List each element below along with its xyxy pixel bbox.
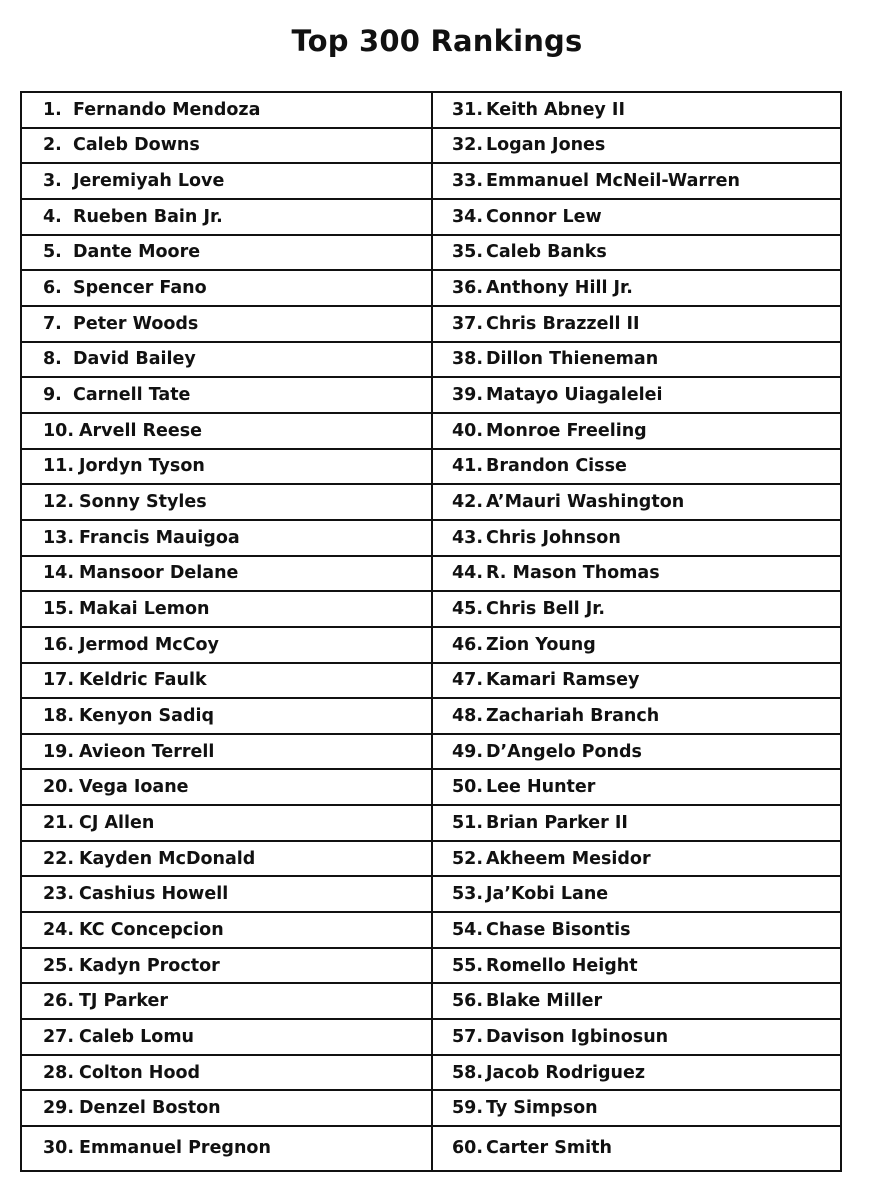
ranking-number: 15. — [43, 599, 75, 620]
ranking-row — [22, 699, 431, 735]
ranking-number: 54. — [452, 919, 484, 940]
ranking-row — [22, 271, 431, 307]
ranking-row — [433, 949, 840, 985]
player-name: Peter Woods — [73, 313, 199, 334]
ranking-row — [433, 842, 840, 878]
ranking-number: 7. — [43, 313, 62, 334]
ranking-row — [22, 164, 431, 200]
ranking-row — [433, 984, 840, 1020]
player-name: Arvell Reese — [79, 420, 203, 441]
ranking-number: 55. — [452, 955, 484, 976]
ranking-row — [22, 521, 431, 557]
player-name: Avieon Terrell — [79, 741, 215, 762]
player-name: Keldric Faulk — [79, 670, 207, 691]
ranking-row — [22, 378, 431, 414]
ranking-number: 44. — [452, 563, 484, 584]
player-name: Chris Bell Jr. — [486, 599, 606, 620]
ranking-number: 46. — [452, 634, 484, 655]
player-name: Anthony Hill Jr. — [486, 278, 633, 299]
ranking-number: 25. — [43, 955, 75, 976]
player-name: TJ Parker — [79, 991, 169, 1012]
ranking-row — [22, 1056, 431, 1092]
ranking-row — [433, 735, 840, 771]
player-name: Logan Jones — [486, 135, 606, 156]
ranking-number: 16. — [43, 634, 75, 655]
player-name: Chris Brazzell II — [486, 313, 640, 334]
ranking-row — [22, 877, 431, 913]
ranking-number: 10. — [43, 420, 75, 441]
player-name: Mansoor Delane — [79, 563, 239, 584]
ranking-row — [433, 307, 840, 343]
ranking-number: 1. — [43, 99, 62, 120]
player-name: Fernando Mendoza — [73, 99, 261, 120]
ranking-number: 29. — [43, 1098, 75, 1119]
ranking-row — [22, 949, 431, 985]
ranking-number: 21. — [43, 812, 75, 833]
player-name: Spencer Fano — [73, 278, 207, 299]
ranking-row — [433, 1091, 840, 1127]
ranking-row — [433, 236, 840, 272]
player-name: Caleb Lomu — [79, 1026, 195, 1047]
player-name: Zachariah Branch — [486, 705, 660, 726]
player-name: Brandon Cisse — [486, 456, 627, 477]
ranking-row — [433, 592, 840, 628]
player-name: Kadyn Proctor — [79, 955, 220, 976]
ranking-number: 28. — [43, 1062, 75, 1083]
player-name: Dillon Thieneman — [486, 349, 659, 370]
player-name: Jacob Rodriguez — [486, 1062, 646, 1083]
player-name: Caleb Downs — [73, 135, 200, 156]
ranking-number: 32. — [452, 135, 484, 156]
ranking-number: 6. — [43, 278, 62, 299]
ranking-number: 30. — [43, 1138, 75, 1159]
ranking-row — [433, 414, 840, 450]
ranking-number: 60. — [452, 1138, 484, 1159]
player-name: Zion Young — [486, 634, 596, 655]
ranking-number: 9. — [43, 385, 62, 406]
ranking-row — [22, 450, 431, 486]
ranking-row — [433, 1127, 840, 1170]
page-title: Top 300 Rankings — [291, 24, 583, 58]
player-name: Chase Bisontis — [486, 919, 631, 940]
player-name: Monroe Freeling — [486, 420, 647, 441]
ranking-row — [433, 664, 840, 700]
ranking-row — [22, 414, 431, 450]
ranking-row — [433, 1056, 840, 1092]
ranking-row — [433, 877, 840, 913]
player-name: Colton Hood — [79, 1062, 201, 1083]
ranking-number: 51. — [452, 812, 484, 833]
ranking-number: 45. — [452, 599, 484, 620]
ranking-number: 49. — [452, 741, 484, 762]
player-name: Blake Miller — [486, 991, 603, 1012]
ranking-number: 36. — [452, 278, 484, 299]
ranking-number: 35. — [452, 242, 484, 263]
rankings-column-left — [22, 93, 433, 1170]
ranking-row — [22, 842, 431, 878]
ranking-number: 59. — [452, 1098, 484, 1119]
ranking-number: 12. — [43, 492, 75, 513]
ranking-row — [433, 271, 840, 307]
ranking-number: 8. — [43, 349, 62, 370]
ranking-number: 18. — [43, 705, 75, 726]
ranking-number: 22. — [43, 848, 75, 869]
ranking-row — [22, 1127, 431, 1170]
player-name: Rueben Bain Jr. — [73, 206, 223, 227]
ranking-row — [433, 557, 840, 593]
ranking-number: 41. — [452, 456, 484, 477]
ranking-number: 34. — [452, 206, 484, 227]
ranking-row — [22, 236, 431, 272]
player-name: Kayden McDonald — [79, 848, 256, 869]
player-name: Akheem Mesidor — [486, 848, 651, 869]
ranking-number: 39. — [452, 385, 484, 406]
ranking-number: 56. — [452, 991, 484, 1012]
ranking-row — [433, 93, 840, 129]
ranking-number: 23. — [43, 884, 75, 905]
player-name: KC Concepcion — [79, 919, 224, 940]
player-name: Brian Parker II — [486, 812, 628, 833]
ranking-row — [433, 343, 840, 379]
ranking-number: 3. — [43, 171, 62, 192]
ranking-number: 43. — [452, 527, 484, 548]
ranking-row — [22, 592, 431, 628]
player-name: A’Mauri Washington — [486, 492, 685, 513]
player-name: Ty Simpson — [486, 1098, 598, 1119]
ranking-row — [22, 200, 431, 236]
ranking-row — [433, 521, 840, 557]
ranking-number: 26. — [43, 991, 75, 1012]
ranking-number: 11. — [43, 456, 75, 477]
ranking-number: 24. — [43, 919, 75, 940]
player-name: Kamari Ramsey — [486, 670, 640, 691]
ranking-number: 57. — [452, 1026, 484, 1047]
ranking-number: 4. — [43, 206, 62, 227]
player-name: Vega Ioane — [79, 777, 189, 798]
ranking-row — [22, 806, 431, 842]
ranking-row — [22, 664, 431, 700]
ranking-row — [22, 93, 431, 129]
ranking-number: 38. — [452, 349, 484, 370]
ranking-row — [433, 200, 840, 236]
player-name: Sonny Styles — [79, 492, 207, 513]
ranking-number: 20. — [43, 777, 75, 798]
ranking-row — [22, 343, 431, 379]
player-name: Emmanuel McNeil-Warren — [486, 171, 740, 192]
ranking-number: 50. — [452, 777, 484, 798]
player-name: Davison Igbinosun — [486, 1026, 669, 1047]
player-name: Denzel Boston — [79, 1098, 221, 1119]
player-name: Jordyn Tyson — [79, 456, 205, 477]
ranking-row — [433, 699, 840, 735]
ranking-row — [22, 628, 431, 664]
player-name: Makai Lemon — [79, 599, 210, 620]
player-name: CJ Allen — [79, 812, 155, 833]
ranking-number: 19. — [43, 741, 75, 762]
ranking-row — [22, 1091, 431, 1127]
player-name: Caleb Banks — [486, 242, 607, 263]
ranking-row — [22, 129, 431, 165]
ranking-number: 48. — [452, 705, 484, 726]
ranking-row — [433, 1020, 840, 1056]
player-name: Dante Moore — [73, 242, 201, 263]
ranking-row — [22, 485, 431, 521]
player-name: Jermod McCoy — [79, 634, 219, 655]
ranking-row — [433, 129, 840, 165]
ranking-row — [22, 913, 431, 949]
player-name: David Bailey — [73, 349, 196, 370]
ranking-row — [433, 485, 840, 521]
ranking-number: 31. — [452, 99, 484, 120]
player-name: Kenyon Sadiq — [79, 705, 215, 726]
ranking-row — [22, 557, 431, 593]
ranking-number: 37. — [452, 313, 484, 334]
ranking-number: 17. — [43, 670, 75, 691]
ranking-number: 27. — [43, 1026, 75, 1047]
ranking-number: 52. — [452, 848, 484, 869]
ranking-number: 2. — [43, 135, 62, 156]
player-name: Francis Mauigoa — [79, 527, 240, 548]
ranking-row — [22, 770, 431, 806]
player-name: Carter Smith — [486, 1138, 612, 1159]
player-name: Matayo Uiagalelei — [486, 385, 663, 406]
player-name: Emmanuel Pregnon — [79, 1138, 271, 1159]
player-name: Romello Height — [486, 955, 638, 976]
ranking-row — [433, 164, 840, 200]
rankings-table — [20, 91, 842, 1172]
player-name: D’Angelo Ponds — [486, 741, 642, 762]
player-name: Ja’Kobi Lane — [486, 884, 609, 905]
player-name: Connor Lew — [486, 206, 602, 227]
ranking-number: 58. — [452, 1062, 484, 1083]
player-name: R. Mason Thomas — [486, 563, 660, 584]
ranking-row — [433, 378, 840, 414]
ranking-row — [433, 770, 840, 806]
ranking-row — [433, 628, 840, 664]
player-name: Lee Hunter — [486, 777, 596, 798]
rankings-column-right — [433, 93, 840, 1170]
ranking-row — [433, 806, 840, 842]
player-name: Jeremiyah Love — [73, 171, 225, 192]
player-name: Chris Johnson — [486, 527, 621, 548]
ranking-row — [22, 1020, 431, 1056]
ranking-number: 42. — [452, 492, 484, 513]
ranking-number: 40. — [452, 420, 484, 441]
ranking-number: 14. — [43, 563, 75, 584]
ranking-number: 5. — [43, 242, 62, 263]
ranking-row — [22, 735, 431, 771]
ranking-row — [22, 984, 431, 1020]
ranking-number: 53. — [452, 884, 484, 905]
player-name: Cashius Howell — [79, 884, 229, 905]
ranking-number: 13. — [43, 527, 75, 548]
player-name: Keith Abney II — [486, 99, 625, 120]
player-name: Carnell Tate — [73, 385, 191, 406]
ranking-row — [433, 913, 840, 949]
ranking-row — [22, 307, 431, 343]
ranking-number: 47. — [452, 670, 484, 691]
ranking-row — [433, 450, 840, 486]
ranking-number: 33. — [452, 171, 484, 192]
